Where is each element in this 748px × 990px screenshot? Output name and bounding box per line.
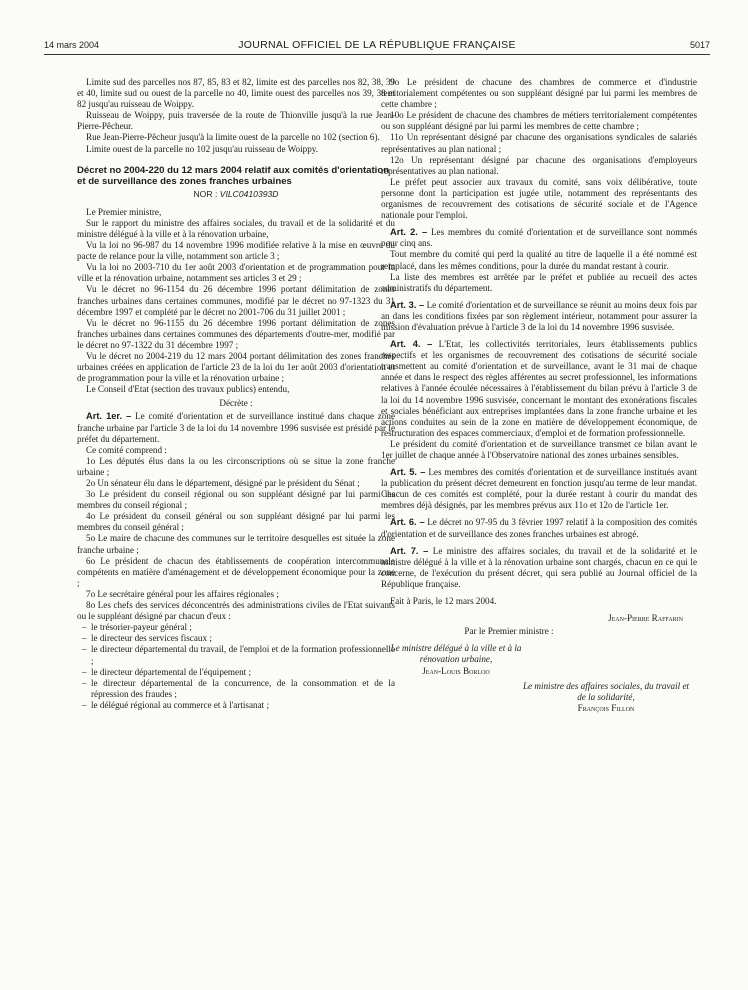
article-6-text: Le décret no 97-95 du 3 février 1997 relatif à la composition des comités d'orientation et de surveillance des zones franches urbaines est abrogé. (381, 517, 697, 539)
article-3-label: Art. 3. – (390, 299, 425, 310)
article-7-label: Art. 7. – (390, 545, 429, 556)
left-column (77, 77, 395, 711)
place-date: Fait à Paris, le 12 mars 2004. (390, 596, 497, 607)
article-3 (381, 300, 697, 333)
dash-item: – le trésorier-payeur général ; (77, 622, 395, 633)
page-header (44, 38, 710, 54)
page-number: 5017 (689, 40, 710, 50)
header-date: 14 mars 2004 (44, 40, 100, 50)
list-item: 10o Le président de chacune des chambres de métiers territorialement compétentes ou son suppléant désigné par lui parmi les membres de cette chambre ; (381, 110, 697, 132)
dash-item: – le délégué régional au commerce et à l'artisanat ; (77, 700, 395, 711)
minister-ville-title: Le ministre délégué à la ville et à la rénovation urbaine, (390, 643, 522, 665)
article-1-label: Art. 1er. – (86, 411, 132, 422)
paragraph: Le préfet peut associer aux travaux du comité, sans voix délibérative, toute personne dont la participation est jugée utile, notamment des représentants des organismes de recouvrement des cotisations de sécurité sociale et de l'Agence nationale pour l'emploi. (381, 176, 697, 221)
dash-item: – le directeur des services fiscaux ; (77, 633, 395, 644)
article-4 (381, 339, 697, 439)
preamble-line: Sur le rapport du ministre des affaires sociales, du travail et de la solidarité et du ministre délégué à la ville et à la rénovation urbaine, (77, 217, 395, 239)
signature-block-ville (381, 643, 531, 676)
minister-ville-name: Jean-Louis Borloo (422, 665, 490, 676)
list-item: 3o Le président du conseil régional ou son suppléant désigné par lui parmi les membres du conseil régional ; (77, 489, 395, 511)
paragraph: Tout membre du comité qui perd la qualité au titre de laquelle il a été nommé est remplacé, dans les mêmes conditions, pour la durée du mandat restant à courir. (381, 249, 697, 271)
article-6-label: Art. 6. – (390, 517, 425, 528)
list-item: 4o Le président du conseil général ou son suppléant désigné par lui parmi les membres du conseil général ; (77, 511, 395, 533)
signature-block-affaires (521, 681, 691, 714)
preamble-line: Vu la loi no 96-987 du 14 novembre 1996 modifiée relative à la mise en œuvre du pacte de relance pour la ville, notamment son article 3 ; (77, 240, 395, 262)
minister-affaires-name: François Fillon (577, 702, 635, 713)
article-2-label: Art. 2. – (390, 227, 428, 238)
article-1 (77, 411, 395, 444)
minister-affaires-title: Le ministre des affaires sociales, du travail et de la solidarité, (522, 680, 690, 702)
list-item: 6o Le président de chacun des établissements de coopération intercommunale compétents en matière d'aménagement et de développement économique pour la zone ; (77, 555, 395, 588)
list-item: 9o Le président de chacune des chambres de commerce et d'industrie territorialement compétentes ou son suppléant désigné par lui parmi les membres de cette chambre ; (381, 77, 697, 110)
nor-reference (77, 189, 395, 200)
article-2 (381, 227, 697, 249)
article-2-text: Les membres du comité d'orientation et de surveillance sont nommés pour cinq ans. (381, 227, 698, 249)
article-5-label: Art. 5. – (390, 467, 426, 478)
article-5 (381, 467, 697, 511)
paragraph: Ruisseau de Woippy, puis traversée de la route de Thionville jusqu'à la rue Jean-Pierre-Pêcheur. (77, 110, 395, 132)
list-item: 2o Un sénateur élu dans le département, désigné par le président du Sénat ; (86, 478, 360, 488)
list-item: 7o Le secrétaire général pour les affaires régionales ; (86, 588, 279, 599)
dash-item: – le directeur départemental de l'équipement ; (77, 667, 395, 678)
right-column (381, 77, 697, 714)
nor-code: VILC0410393D (219, 188, 279, 199)
preamble-line: Le Conseil d'Etat (section des travaux publics) entendu, (86, 384, 290, 395)
article-4-label: Art. 4. – (390, 339, 433, 350)
preamble-line: Vu le décret no 2004-219 du 12 mars 2004 portant délimitation des zones franches urbaines créées en application de l'article 23 de la loi du 1er août 2003 d'orientation et de programmation pour la ville et la rénovation urbaine ; (77, 350, 395, 384)
article-7-text: Le ministre des affaires sociales, du travail et de la solidarité et le ministre délégué à la ville et à la rénovation urbaine sont chargés, chacun en ce qui le concerne, de l'exécution du présent décret, qui sera publié au Journal officiel de la République française. (381, 545, 698, 589)
article-4-text: L'Etat, les collectivités territoriales, leurs établissements publics respectifs et les organismes de recouvrement des cotisations de sécurité sociale transmettent au comité d'orientation et de surveillance, avant le 31 mai de chaque année et dans le respect des règles afférentes au secret professionnel, les informations relatives à l'année écoulée nécessaires à l'établissement du bilan prévu à l'article 3 de la loi du 14 novembre 1996 susvisée, concernant le montant des exonérations fiscales et sociales bénéficiant aux entreprises implantées dans la zone franche urbaine et les actions conduites au sein de la zone en matière de développement économique, de restructuration des espaces commerciaux, d'emploi et de formation professionnelle. (381, 339, 697, 438)
journal-title: JOURNAL OFFICIEL DE LA RÉPUBLIQUE FRANÇAISE (238, 39, 516, 51)
article-6 (381, 517, 697, 539)
article-1-text: Le comité d'orientation et de surveillance institué dans chaque zone franche urbaine par l'article 3 de la loi du 14 novembre 1996 susvisée est présidé par le préfet du département. (77, 411, 395, 444)
nor-label: NOR : (193, 188, 218, 199)
header-rule (44, 54, 710, 55)
list-item: 8o Les chefs des services déconcentrés des administrations civiles de l'Etat suivants ou le suppléant désigné par chacun d'eux : (77, 600, 395, 622)
paragraph: La liste des membres est arrêtée par le préfet et publiée au recueil des actes administratifs du département. (381, 271, 697, 293)
preamble-line: Le Premier ministre, (86, 206, 162, 217)
list-item: 1o Les députés élus dans la ou les circonscriptions où se situe la zone franche urbaine ; (77, 455, 395, 477)
article-3-text: Le comité d'orientation et de surveillance se réunit au moins deux fois par an dans les conditions fixées par son règlement intérieur, notamment pour assurer la mission d'évaluation prévue à l'article 3 de la loi du 14 novembre 1996 susvisée. (381, 299, 697, 332)
preamble-line: Vu la loi no 2003-710 du 1er août 2003 d'orientation et de programmation pour la ville et la rénovation urbaine, notamment ses articles 3 et 29 ; (77, 262, 395, 284)
paragraph: Limite sud des parcelles nos 87, 85, 83 et 82, limite est des parcelles nos 82, 38, 39 et 40, limite sud ou ouest de la parcelle no 40, limite ouest des parcelles nos 39, 38 et 82 jusqu'au ruisseau de Woippy. (77, 77, 395, 110)
decree-title: Décret no 2004-220 du 12 mars 2004 relatif aux comités d'orientation et de surveillance des zones franches urbaines (77, 164, 390, 187)
article-7 (381, 546, 697, 590)
preamble-line: Vu le décret no 96-1155 du 26 décembre 1996 portant délimitation de zones franches urbaines dans certaines communes des départements d'outre-mer, modifié par le décret no 97-1322 du 31 décembre 1997 ; (77, 317, 395, 350)
list-item: 12o Un représentant désigné par chacune des organisations d'employeurs représentatives au plan national. (381, 154, 697, 176)
paragraph: Rue Jean-Pierre-Pêcheur jusqu'à la limite ouest de la parcelle no 102 (section 6). (86, 132, 380, 143)
list-item: Ce comité comprend : (86, 444, 167, 455)
preamble-line: Vu le décret no 96-1154 du 26 décembre 1996 portant délimitation de zones franches urbaines dans certaines communes, modifié par le décret no 97-1323 du 31 décembre 1997 et complété par le décret no 2001-706 du 31 juillet 2001 ; (77, 284, 395, 317)
par-premier-ministre: Par le Premier ministre : (464, 626, 554, 637)
paragraph: Le président du comité d'orientation et de surveillance transmet ce bilan avant le 1er juillet de chaque année à l'Observatoire national des zones urbaines sensibles. (381, 438, 697, 460)
dash-item: – le directeur départemental de la concurrence, de la consommation et de la répression des fraudes ; (77, 678, 395, 700)
list-item: 11o Un représentant désigné par chacune des organisations syndicales de salariés représentatives au plan national ; (381, 132, 697, 154)
list-item: 5o Le maire de chacune des communes sur le territoire desquelles est située la zone franche urbaine ; (77, 533, 395, 555)
paragraph: Limite ouest de la parcelle no 102 jusqu'au ruisseau de Woippy. (86, 143, 319, 154)
dash-item: – le directeur départemental du travail, de l'emploi et de la formation professionnelle ; (77, 644, 395, 666)
decrete: Décrète : (219, 398, 253, 409)
signature-pm: Jean-Pierre Raffarin (608, 613, 683, 624)
article-5-text: Les membres des comités d'orientation et de surveillance institués avant la publication du présent décret demeurent en fonction jusqu'au terme de leur mandat. Chacun de ces comités est complété, pour la durée restant à courir du mandat des membres déjà désignés, par les membres prévus aux 11o et 12o de l'article 1er. (381, 467, 698, 511)
